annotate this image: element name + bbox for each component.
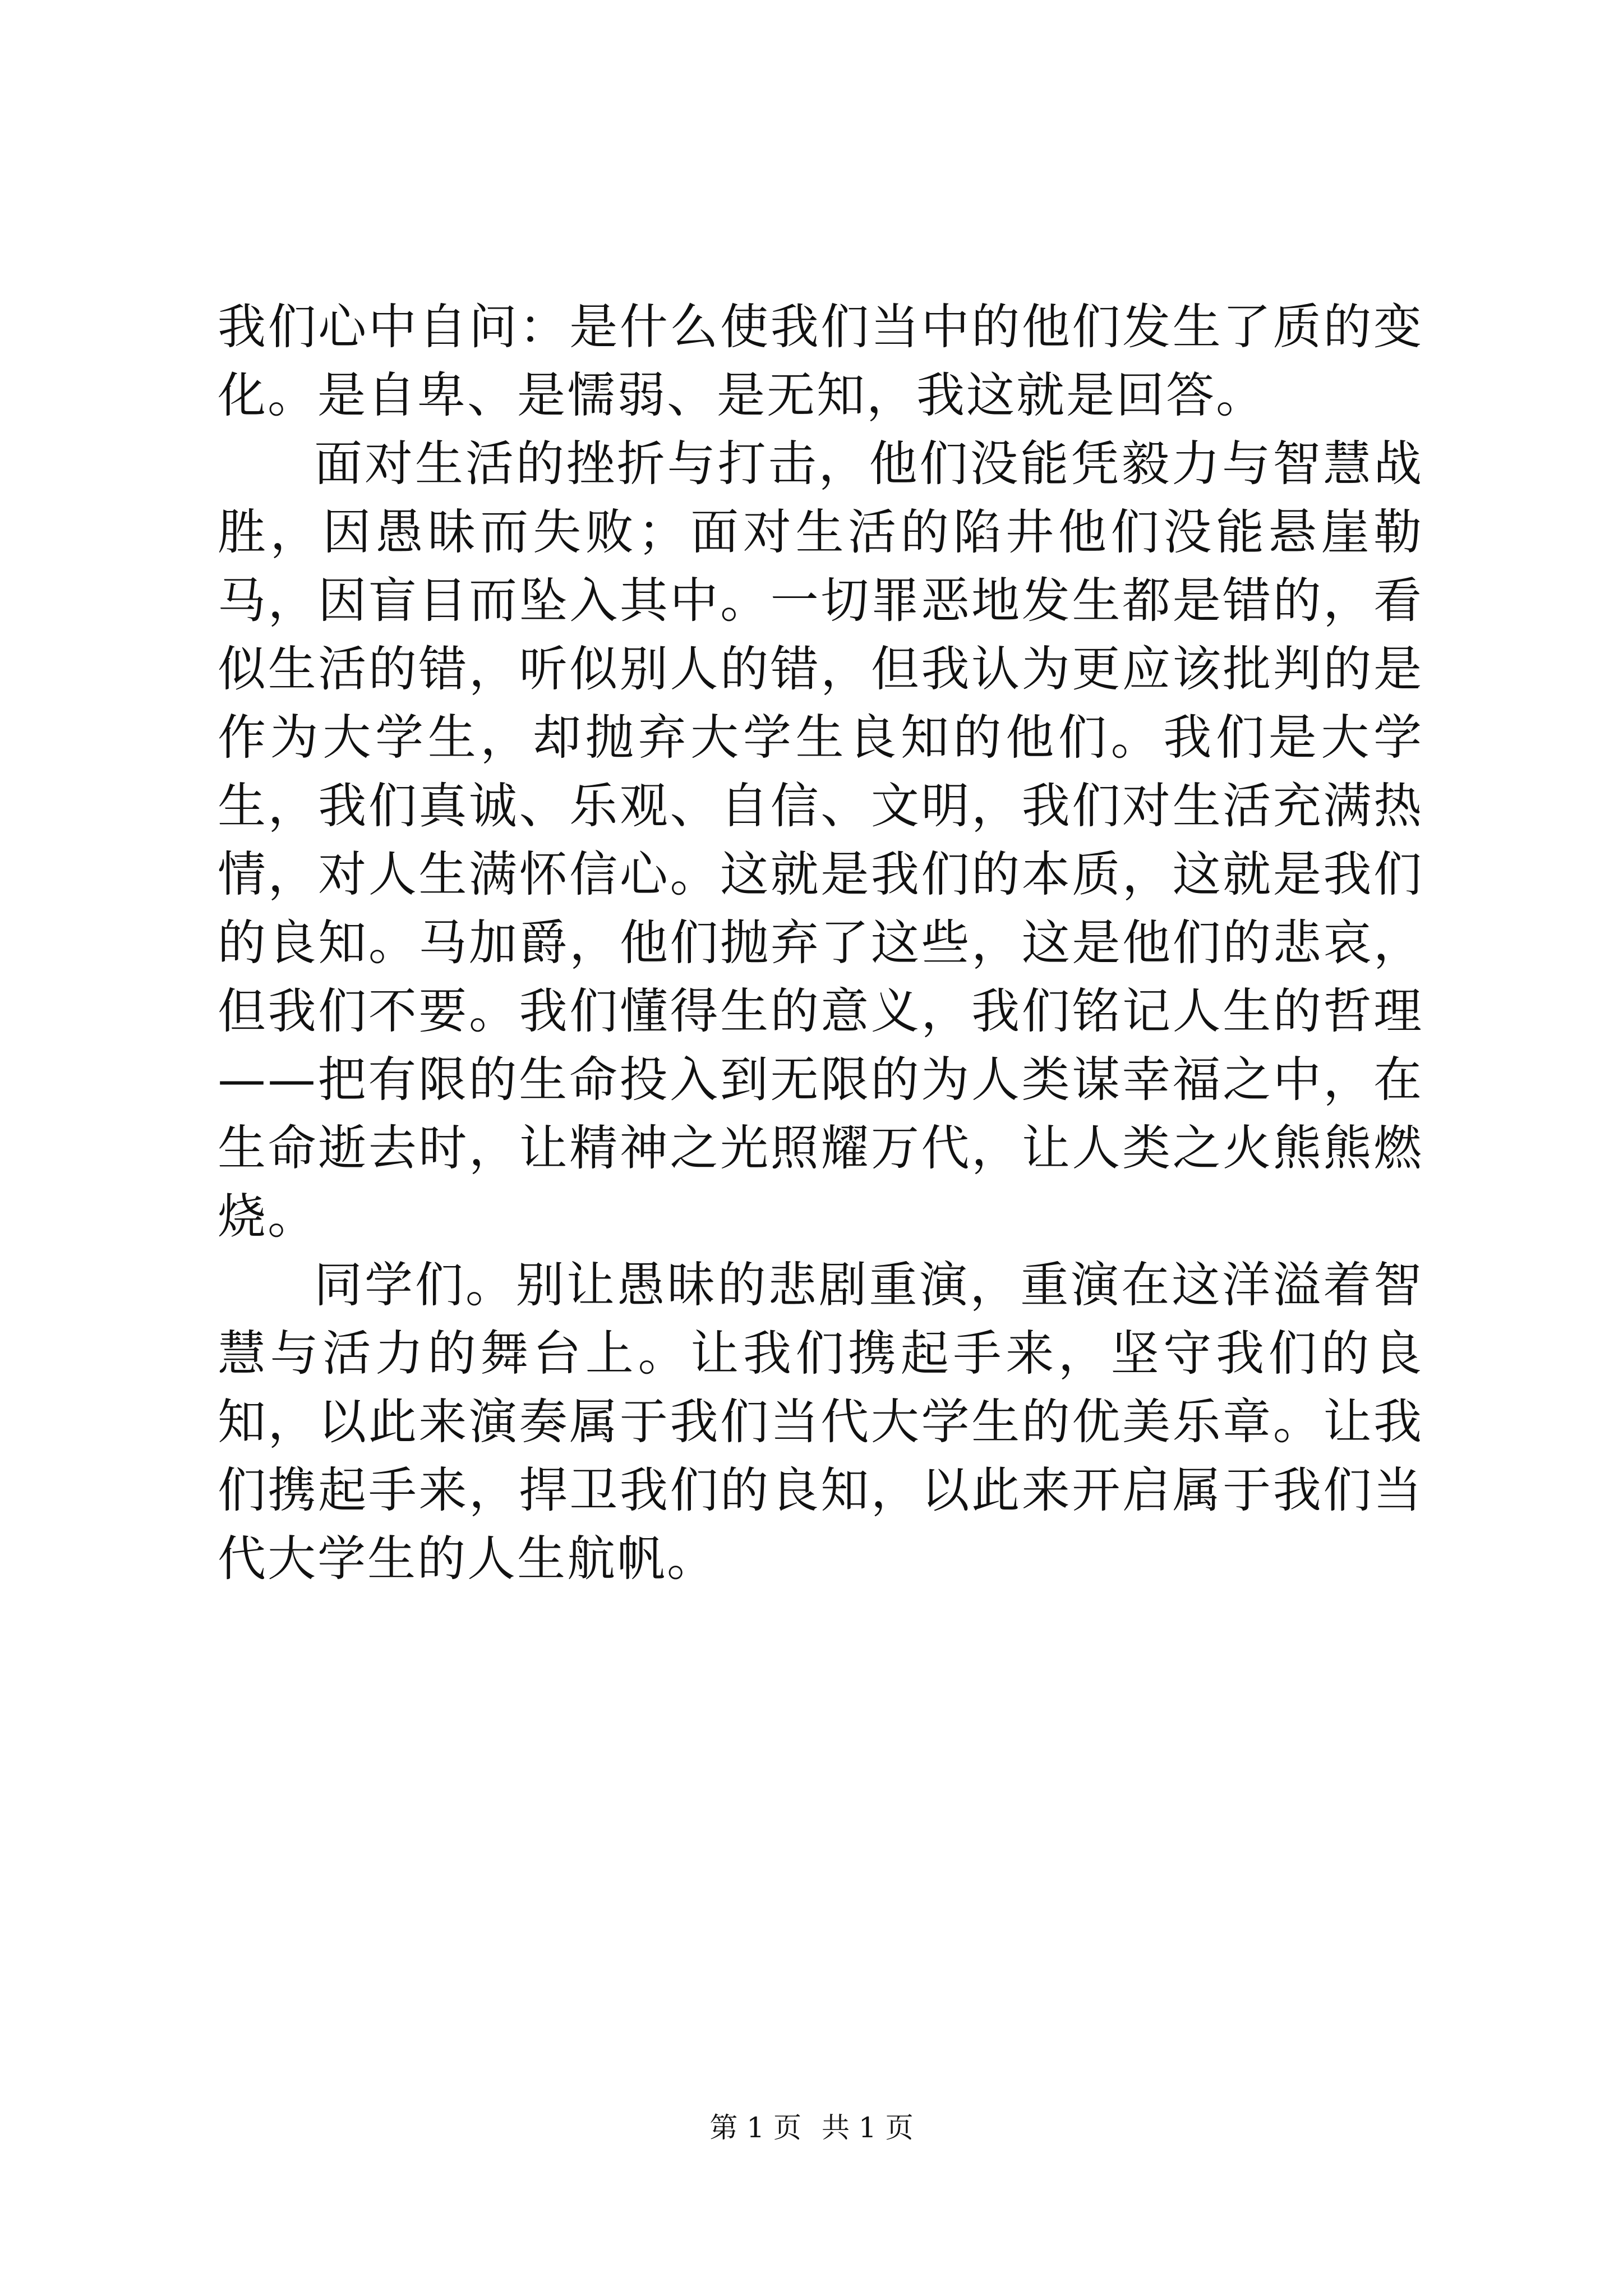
paragraph-1: 我们心中自问：是什么使我们当中的他们发生了质的变化。是自卑、是懦弱、是无知，我这就是回答。	[218, 299, 1423, 424]
page-number: 第 1 页	[709, 2111, 801, 2144]
paragraph-2: 面对生活的挫折与打击，他们没能凭毅力与智慧战胜，因愚昧而失败；面对生活的陷井他们没能悬崖勒马，因盲目而坠入其中。一切罪恶地发生都是错的，看似生活的错，听似别人的错，但我认为更应该批判的是作为大学生，却抛弃大学生良知的他们。我们是大学生，我们真诚、乐观、自信、文明，我们对生活充满热情，对人生满怀信心。这就是我们的本质，这就是我们的良知。马加爵，他们抛弃了这些，这是他们的悲哀，但我们不要。我们懂得生的意义，我们铭记人生的哲理——把有限的生命投入到无限的为人类谋幸福之中，在生命逝去时，让精神之光照耀万代，让人类之火熊熊燃烧。	[218, 436, 1423, 1245]
page-footer	[0, 2108, 1623, 2147]
total-pages: 共 1 页	[822, 2111, 914, 2144]
paragraph-3: 同学们。别让愚昧的悲剧重演，重演在这洋溢着智慧与活力的舞台上。让我们携起手来，坚守我们的良知，以此来演奏属于我们当代大学生的优美乐章。让我们携起手来，捍卫我们的良知，以此来开启属于我们当代大学生的人生航帆。	[218, 1257, 1423, 1587]
document-body	[218, 293, 1423, 1593]
